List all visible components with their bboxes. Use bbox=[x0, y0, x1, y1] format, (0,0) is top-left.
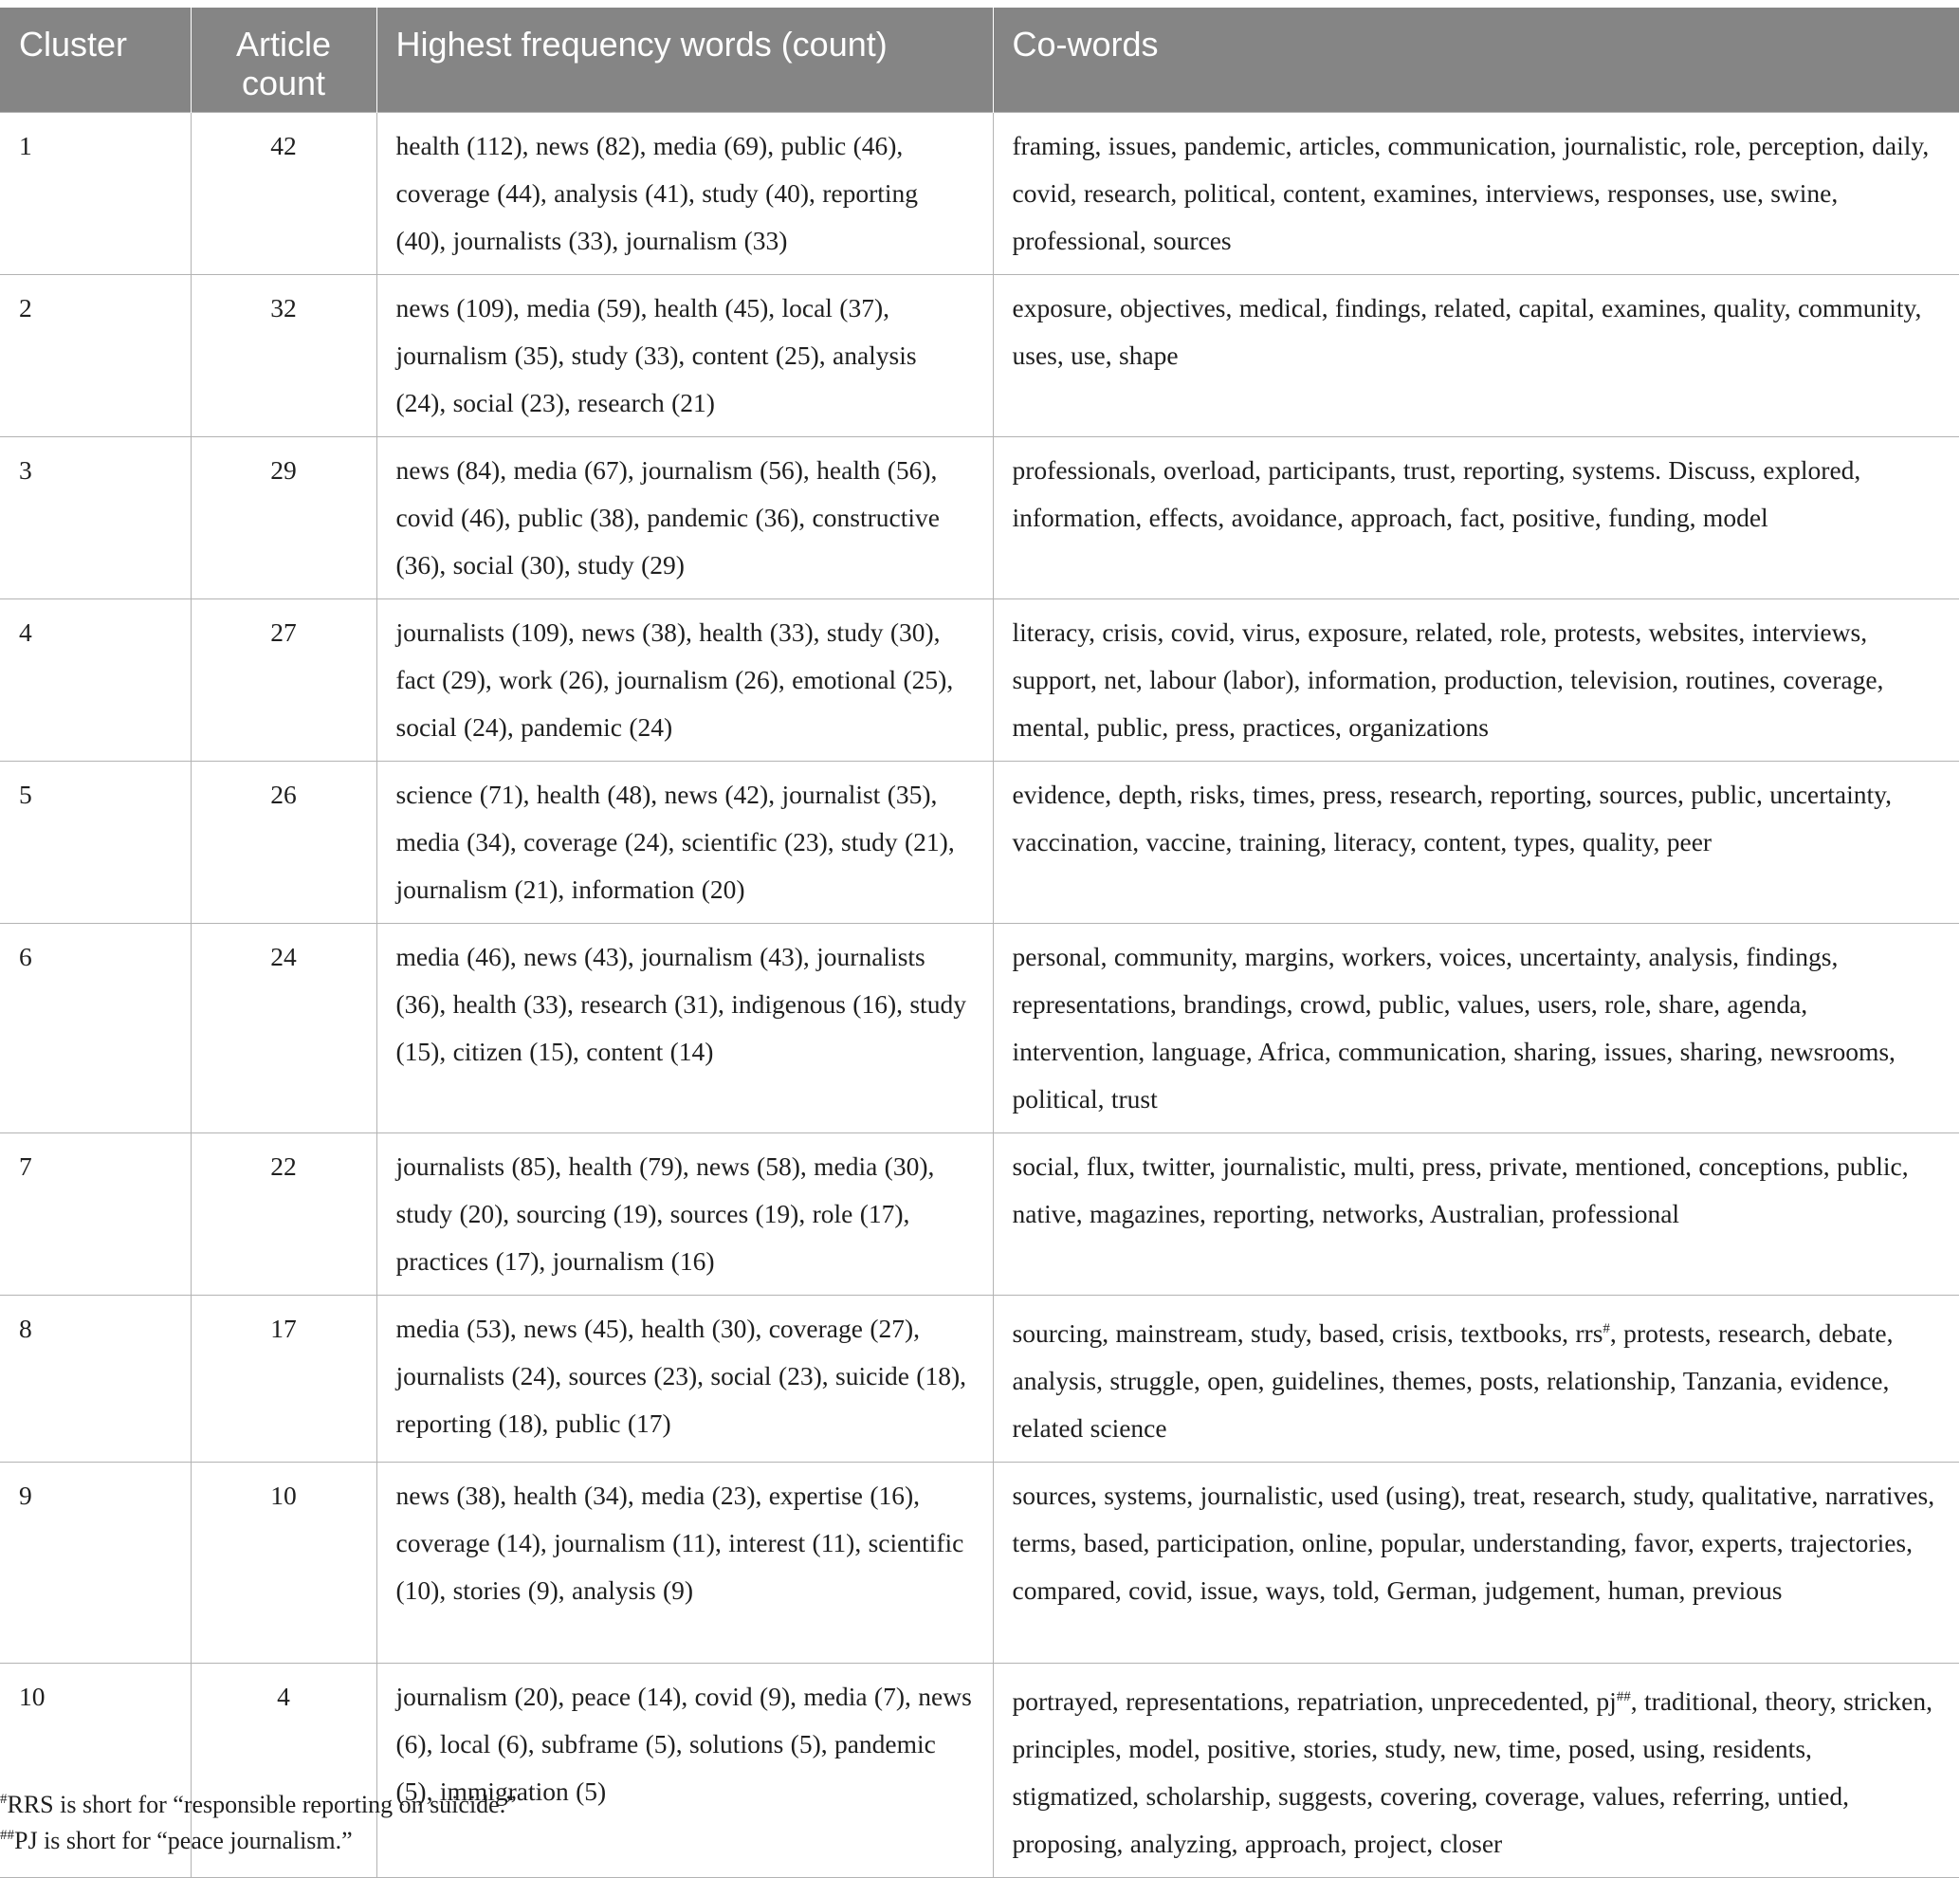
cluster-cell: 6 bbox=[0, 924, 191, 1133]
co-words-text-end: , protests, research, debate, analysis, struggle, open, guidelines, themes, posts, relationship, Tanzania, evidence, related science bbox=[1012, 1318, 1894, 1443]
header-highest-frequency: Highest frequency words (count) bbox=[376, 8, 993, 113]
footnote-mark: ## bbox=[0, 1828, 14, 1843]
article-count-cell: 10 bbox=[191, 1463, 376, 1664]
frequency-words-cell: journalism (20), peace (14), covid (9), media (7), news (6), local (6), subframe (5), solutions (5), pandemic (5), immigration (5) bbox=[376, 1664, 993, 1878]
co-words-cell bbox=[993, 1296, 1959, 1463]
header-article-count bbox=[191, 8, 376, 113]
table-row bbox=[0, 762, 1959, 924]
co-words-cell: framing, issues, pandemic, articles, communication, journalistic, role, perception, daily, covid, research, political, content, examines, interviews, responses, use, swine, professional, sources bbox=[993, 113, 1959, 275]
cluster-cell: 8 bbox=[0, 1296, 191, 1463]
table-row bbox=[0, 1463, 1959, 1664]
article-count-cell: 17 bbox=[191, 1296, 376, 1463]
frequency-words-cell: journalists (85), health (79), news (58), media (30), study (20), sourcing (19), sources (19), role (17), practices (17), journalism (16) bbox=[376, 1133, 993, 1296]
frequency-words-cell: health (112), news (82), media (69), public (46), coverage (44), analysis (41), study (40), reporting (40), journalists (33), journalism (33) bbox=[376, 113, 993, 275]
co-words-text-start: sourcing, mainstream, study, based, crisis, textbooks, rrs bbox=[1012, 1318, 1603, 1348]
co-words-cell: social, flux, twitter, journalistic, multi, press, private, mentioned, conceptions, public, native, magazines, reporting, networks, Australian, professional bbox=[993, 1133, 1959, 1296]
frequency-words-cell: news (84), media (67), journalism (56), health (56), covid (46), public (38), pandemic (36), constructive (36), social (30), study (29) bbox=[376, 437, 993, 599]
cluster-cell: 2 bbox=[0, 275, 191, 437]
co-words-cell: exposure, objectives, medical, findings, related, capital, examines, quality, community, uses, use, shape bbox=[993, 275, 1959, 437]
header-co-words: Co-words bbox=[993, 8, 1959, 113]
cluster-cell: 3 bbox=[0, 437, 191, 599]
co-words-cell: evidence, depth, risks, times, press, research, reporting, sources, public, uncertainty, vaccination, vaccine, training, literacy, content, types, quality, peer bbox=[993, 762, 1959, 924]
table-row bbox=[0, 113, 1959, 275]
table-row bbox=[0, 1296, 1959, 1463]
article-count-cell: 4 bbox=[191, 1664, 376, 1878]
cluster-table bbox=[0, 8, 1959, 1878]
cluster-cell: 7 bbox=[0, 1133, 191, 1296]
table-row bbox=[0, 437, 1959, 599]
article-count-cell: 32 bbox=[191, 275, 376, 437]
table-header bbox=[0, 8, 1959, 113]
table-row bbox=[0, 924, 1959, 1133]
article-count-cell: 42 bbox=[191, 113, 376, 275]
table-row bbox=[0, 1133, 1959, 1296]
frequency-words-cell: media (53), news (45), health (30), coverage (27), journalists (24), sources (23), social (23), suicide (18), reporting (18), public (17) bbox=[376, 1296, 993, 1463]
cluster-cell: 1 bbox=[0, 113, 191, 275]
frequency-words-cell: media (46), news (43), journalism (43), journalists (36), health (33), research (31), indigenous (16), study (15), citizen (15), content (14) bbox=[376, 924, 993, 1133]
footnote-text: RRS is short for “responsible reporting on suicide.” bbox=[7, 1791, 517, 1818]
footnote-rrs bbox=[0, 1787, 1953, 1823]
article-count-cell: 22 bbox=[191, 1133, 376, 1296]
frequency-words-cell: science (71), health (48), news (42), journalist (35), media (34), coverage (24), scientific (23), study (21), journalism (21), information (20) bbox=[376, 762, 993, 924]
footnote-text: PJ is short for “peace journalism.” bbox=[14, 1827, 353, 1854]
cluster-cell: 5 bbox=[0, 762, 191, 924]
header-article-count-line2: count bbox=[241, 64, 326, 102]
article-count-cell: 26 bbox=[191, 762, 376, 924]
co-words-text-start: portrayed, representations, repatriation, unprecedented, pj bbox=[1012, 1686, 1617, 1716]
co-words-text-end: , traditional, theory, stricken, principles, model, positive, stories, study, new, time, posed, using, residents, stigmatized, scholarship, suggests, covering, coverage, values, referring, untied, proposing, analyzing, approach, project, closer bbox=[1012, 1686, 1933, 1858]
cluster-cell: 9 bbox=[0, 1463, 191, 1664]
footnote-mark: # bbox=[0, 1792, 8, 1807]
table-footnotes bbox=[0, 1787, 1953, 1859]
co-words-cell: literacy, crisis, covid, virus, exposure, related, role, protests, websites, interviews, support, net, labour (labor), information, production, television, routines, coverage, mental, public, press, practices, organizations bbox=[993, 599, 1959, 762]
cluster-cell: 10 bbox=[0, 1664, 191, 1878]
footnote-marker-pj: ## bbox=[1616, 1689, 1631, 1704]
footnote-pj bbox=[0, 1823, 1953, 1859]
co-words-cell: professionals, overload, participants, trust, reporting, systems. Discuss, explored, information, effects, avoidance, approach, fact, positive, funding, model bbox=[993, 437, 1959, 599]
frequency-words-cell: news (38), health (34), media (23), expertise (16), coverage (14), journalism (11), interest (11), scientific (10), stories (9), analysis (9) bbox=[376, 1463, 993, 1664]
co-words-cell: personal, community, margins, workers, voices, uncertainty, analysis, findings, representations, brandings, crowd, public, values, users, role, share, agenda, intervention, language, Africa, communication, sharing, issues, sharing, newsrooms, political, trust bbox=[993, 924, 1959, 1133]
header-cluster: Cluster bbox=[0, 8, 191, 113]
header-row bbox=[0, 8, 1959, 113]
frequency-words-cell: news (109), media (59), health (45), local (37), journalism (35), study (33), content (25), analysis (24), social (23), research (21) bbox=[376, 275, 993, 437]
table-row bbox=[0, 599, 1959, 762]
co-words-cell: sources, systems, journalistic, used (using), treat, research, study, qualitative, narratives, terms, based, participation, online, popular, understanding, favor, experts, trajectories, compared, covid, issue, ways, told, German, judgement, human, previous bbox=[993, 1463, 1959, 1664]
frequency-words-cell: journalists (109), news (38), health (33), study (30), fact (29), work (26), journalism (26), emotional (25), social (24), pandemic (24) bbox=[376, 599, 993, 762]
cluster-cell: 4 bbox=[0, 599, 191, 762]
article-count-cell: 24 bbox=[191, 924, 376, 1133]
article-count-cell: 27 bbox=[191, 599, 376, 762]
footnote-marker-rrs: # bbox=[1603, 1321, 1610, 1336]
table-body bbox=[0, 113, 1959, 1878]
table-row bbox=[0, 275, 1959, 437]
article-count-cell: 29 bbox=[191, 437, 376, 599]
header-article-count-line1: Article bbox=[235, 25, 332, 64]
